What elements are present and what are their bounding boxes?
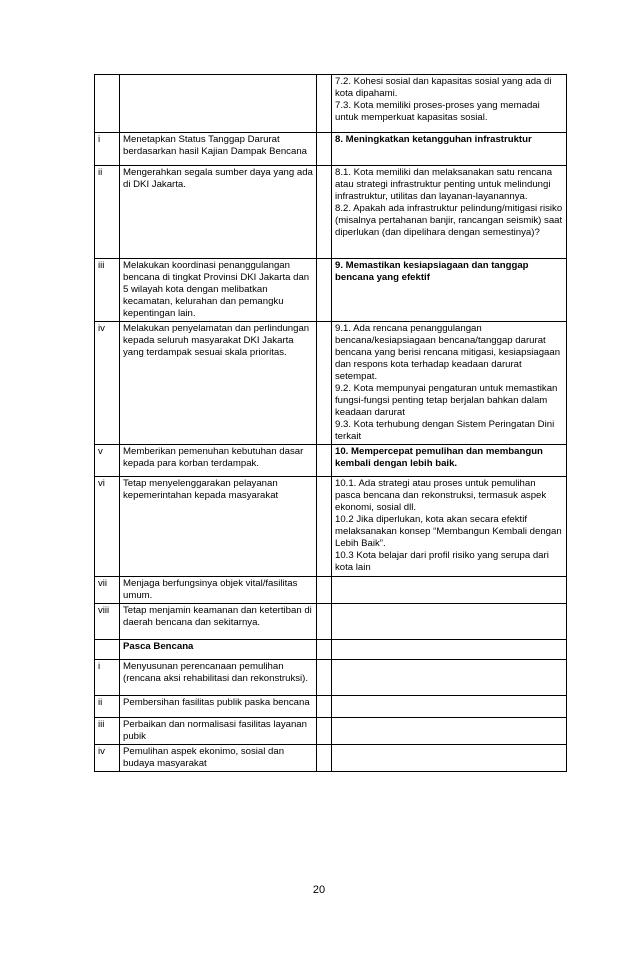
table-body [95,75,567,772]
action-cell [120,696,317,718]
action-cell [120,640,317,660]
action-cell [120,577,317,604]
indicator-text: 9.3. Kota terhubung dengan Sistem Peringatan Dini terkait [335,419,555,442]
row-number: ii [95,696,120,718]
action-cell [120,166,317,259]
action-text: Tetap menyelenggarakan pelayanan kepemerintahan kepada masyarakat [123,478,279,501]
indicator-cell [332,577,567,604]
table-row [95,322,567,445]
table-row [95,640,567,660]
indicator-text: 9.2. Kota mempunyai pengaturan untuk memastikan fungsi-fungsi penting tetap berjalan bahkan dalam keadaan darurat [335,383,558,418]
indicator-text: 8.1. Kota memiliki dan melaksanakan satu rencana atau strategi infrastruktur penting untuk melindungi infrastruktur, utilitas dan layanan-layanannya. [335,167,553,202]
action-cell [120,477,317,577]
indicator-cell [332,660,567,696]
row-number: i [95,660,120,696]
indicator-text: 9.1. Ada rencana penanggulangan bencana/kesiapsiagaan bencana/tanggap darurat bencana yang berisi rencana mitigasi, kesiapsiagaan dan respons kota terhadap keadaan darurat setempat. [335,323,561,382]
row-number [95,640,120,660]
row-number: iii [95,259,120,322]
action-text: Menjaga berfungsinya objek vital/fasilitas umum. [123,578,298,601]
action-text: Tetap menjamin keamanan dan ketertiban di daerah bencana dan sekitarnya. [123,605,312,628]
table-row [95,166,567,259]
empty-cell [317,75,332,133]
indicator-cell [332,477,567,577]
table-row [95,696,567,718]
indicator-text: 8.2. Apakah ada infrastruktur pelindung/mitigasi risiko (misalnya pertahanan banjir, rancangan seismik) saat diperlukan (dan dipelihara dengan semestinya)? [335,203,563,238]
indicator-text: 10.3 Kota belajar dari profil risiko yang serupa dari kota lain [335,550,549,573]
indicator-cell [332,322,567,445]
indicator-text: 10.1. Ada strategi atau proses untuk pemulihan pasca bencana dan rekonstruksi, termasuk aspek ekonomi, sosial dll. [335,478,547,513]
empty-cell [317,477,332,577]
row-number [95,75,120,133]
action-cell [120,718,317,745]
action-text: Mengerahkan segala sumber daya yang ada di DKI Jakarta. [123,167,313,190]
indicator-cell [332,745,567,772]
action-text: Menyusunan perencanaan pemulihan (rencana aksi rehabilitasi dan rekonstruksi). [123,661,309,684]
row-number: vii [95,577,120,604]
empty-cell [317,322,332,445]
indicator-cell [332,75,567,133]
action-cell [120,322,317,445]
row-number: ii [95,166,120,259]
action-cell [120,259,317,322]
empty-cell [317,259,332,322]
empty-cell [317,577,332,604]
table-row [95,75,567,133]
action-text: Melakukan penyelamatan dan perlindungan kepada seluruh masyarakat DKI Jakarta yang terdampak sesuai skala prioritas. [123,323,310,358]
indicator-cell [332,604,567,640]
row-number: viii [95,604,120,640]
action-text: Perbaikan dan normalisasi fasilitas layanan pubik [123,719,307,742]
indicator-text: 7.2. Kohesi sosial dan kapasitas sosial yang ada di kota dipahami. [335,76,552,99]
table-row [95,445,567,477]
table-row [95,745,567,772]
empty-cell [317,745,332,772]
disaster-management-table [94,74,567,772]
indicator-cell [332,259,567,322]
action-text: Melakukan koordinasi penanggulangan bencana di tingkat Provinsi DKI Jakarta dan 5 wilayah kota dengan melibatkan kecamatan, kelurahan dan pemangku kepentingan lain. [123,260,310,319]
indicator-cell [332,696,567,718]
indicator-heading: 9. Memastikan kesiapsiagaan dan tanggap bencana yang efektif [335,260,529,283]
page-number: 20 [312,884,326,896]
indicator-heading: 10. Mempercepat pemulihan dan membangun kembali dengan lebih baik. [335,446,543,469]
table-row [95,577,567,604]
empty-cell [317,445,332,477]
table-row [95,477,567,577]
empty-cell [317,640,332,660]
row-number: iv [95,322,120,445]
action-cell [120,133,317,166]
row-number: v [95,445,120,477]
empty-cell [317,718,332,745]
row-number: i [95,133,120,166]
indicator-cell [332,445,567,477]
empty-cell [317,696,332,718]
action-cell [120,604,317,640]
table-row [95,133,567,166]
action-cell [120,445,317,477]
indicator-heading: 8. Meningkatkan ketangguhan infrastruktur [335,134,532,145]
action-cell [120,75,317,133]
empty-cell [317,660,332,696]
row-number: iii [95,718,120,745]
action-cell [120,660,317,696]
table-row [95,604,567,640]
indicator-cell [332,133,567,166]
action-text: Memberikan pemenuhan kebutuhan dasar kepada para korban terdampak. [123,446,304,469]
empty-cell [317,166,332,259]
indicator-cell [332,718,567,745]
empty-cell [317,133,332,166]
action-text: Pembersihan fasilitas publik paska bencana [123,697,310,708]
indicator-text: 7.3. Kota memiliki proses-proses yang memadai untuk memperkuat kapasitas sosial. [335,100,540,123]
table-row [95,259,567,322]
action-text: Pemulihan aspek ekonimo, sosial dan budaya masyarakat [123,746,285,769]
action-cell [120,745,317,772]
section-heading: Pasca Bencana [123,641,194,652]
indicator-cell [332,640,567,660]
indicator-text: 10.2 Jika diperlukan, kota akan secara efektif melaksanakan konsep “Membangun Kembali dengan Lebih Baik”. [335,514,562,549]
row-number: vi [95,477,120,577]
empty-cell [317,604,332,640]
indicator-cell [332,166,567,259]
row-number: iv [95,745,120,772]
action-text: Menetapkan Status Tanggap Darurat berdasarkan hasil Kajian Dampak Bencana [123,134,307,157]
table-row [95,660,567,696]
table-row [95,718,567,745]
